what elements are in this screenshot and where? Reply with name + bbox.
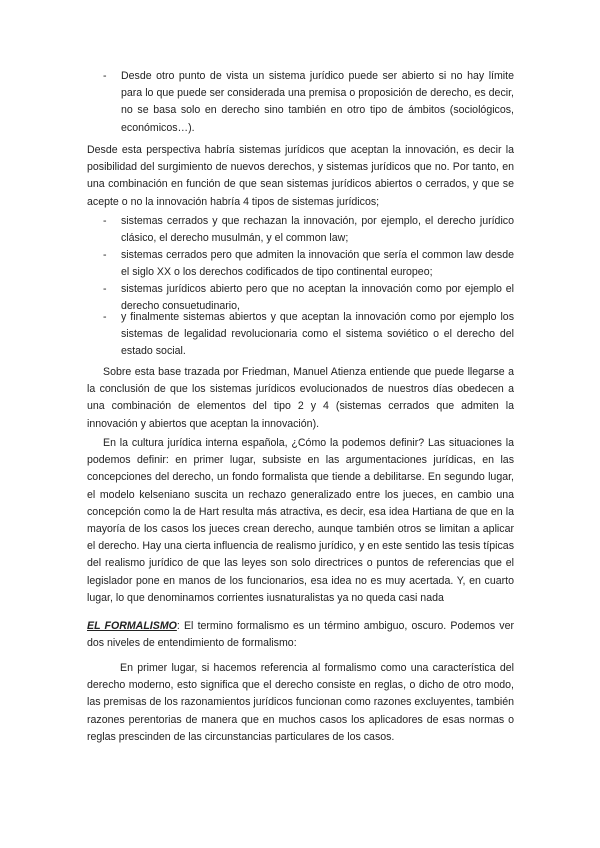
tipo-item-text: sistemas jurídicos abierto pero que no aceptan la innovación como por ejemplo el derecho consuetudinario, bbox=[121, 283, 514, 313]
list-item bbox=[103, 68, 514, 137]
tipo-item-text: sistemas cerrados y que rechazan la innovación, por ejemplo, el derecho jurídico clásico, el derecho musulmán, y el common law; bbox=[121, 215, 514, 245]
bullet-dash: - bbox=[103, 215, 107, 227]
section-heading: EL FORMALISMO bbox=[87, 620, 177, 632]
tipo-item-text: y finalmente sistemas abiertos y que aceptan la innovación como por ejemplo los sistemas de legalidad revolucionaria como el sistema soviético o el derecho del estado social. bbox=[121, 311, 514, 358]
paragraph-perspectiva: Desde esta perspectiva habría sistemas jurídicos que aceptan la innovación, es decir la posibilidad del surgimiento de nuevos derechos, y sistemas jurídicos que no. Por tanto, en una combinación en función de que sean sistemas jurídicos abiertos o cerrados, y que se acepte o no la innovación habría 4 tipos de sistemas jurídicos; bbox=[87, 144, 514, 208]
list-item bbox=[103, 247, 514, 281]
paragraph-cultura: En la cultura jurídica interna española, ¿Cómo la podemos definir? Las situaciones la podemos definir: en primer lugar, subsiste en las argumentaciones jurídicas, en las concepciones del derecho, un fondo formalista que tiende a debilitarse. En segundo lugar, el modelo kelseniano suscita un rechazo generalizado entre los jueces, en cambio una concepción como la de Hart resulta más atractiva, es decir, esa idea Hartiana de que en la mayoría de los casos los jueces crean derecho, aunque también otros se limitan a aplicar el derecho. Hay una cierta influencia de realismo jurídico, y en este sentido las tesis típicas del realismo jurídico de que las leyes son solo directrices o puntos de referencias que el legislador pone en manos de los funcionarios, esa idea no es muy acertada. Y, en cuarto lugar, lo que denominamos corrientes iusnaturalistas ya no queda casi nada bbox=[87, 437, 514, 604]
tipo-item-text: sistemas cerrados pero que admiten la innovación que sería el common law desde el siglo XX o los derechos codificados de tipo continental europeo; bbox=[121, 249, 514, 279]
list-item bbox=[103, 213, 514, 247]
formalismo-intro-text: El termino formalismo es un término ambiguo, oscuro. Podemos ver dos niveles de entendimiento de formalismo: bbox=[87, 620, 514, 650]
paragraph-primer-lugar: En primer lugar, si hacemos referencia al formalismo como una característica del derecho moderno, esto significa que el derecho consiste en reglas, o dicho de otro modo, las premisas de los razonamientos jurídicos funcionan como razones excluyentes, también razones perentorias de manera que en muchos casos los aplicadores de esas normas o reglas prescinden de las circunstancias particulares de los casos. bbox=[87, 662, 514, 743]
heading-colon: : bbox=[176, 620, 180, 632]
bullet-dash: - bbox=[103, 311, 107, 323]
intro-bullet-text: Desde otro punto de vista un sistema jurídico puede ser abierto si no hay límite para lo que puede ser considerada una premisa o proposición de derecho, es decir, no se basa solo en derecho sino también en otro tipo de ámbitos (sociológicos, económicos…). bbox=[121, 70, 514, 134]
bullet-dash: - bbox=[103, 283, 107, 295]
paragraph-formalismo bbox=[87, 618, 514, 652]
list-item bbox=[103, 309, 514, 361]
bullet-dash: - bbox=[103, 70, 107, 82]
bullet-dash: - bbox=[103, 249, 107, 261]
paragraph-atienza: Sobre esta base trazada por Friedman, Manuel Atienza entiende que puede llegarse a la conclusión de que los sistemas jurídicos evolucionados de nuestros días obedecen a una combinación de elementos del tipo 2 y 4 (sistemas cerrados que admiten la innovación y abiertos que aceptan la innovación). bbox=[87, 366, 514, 430]
